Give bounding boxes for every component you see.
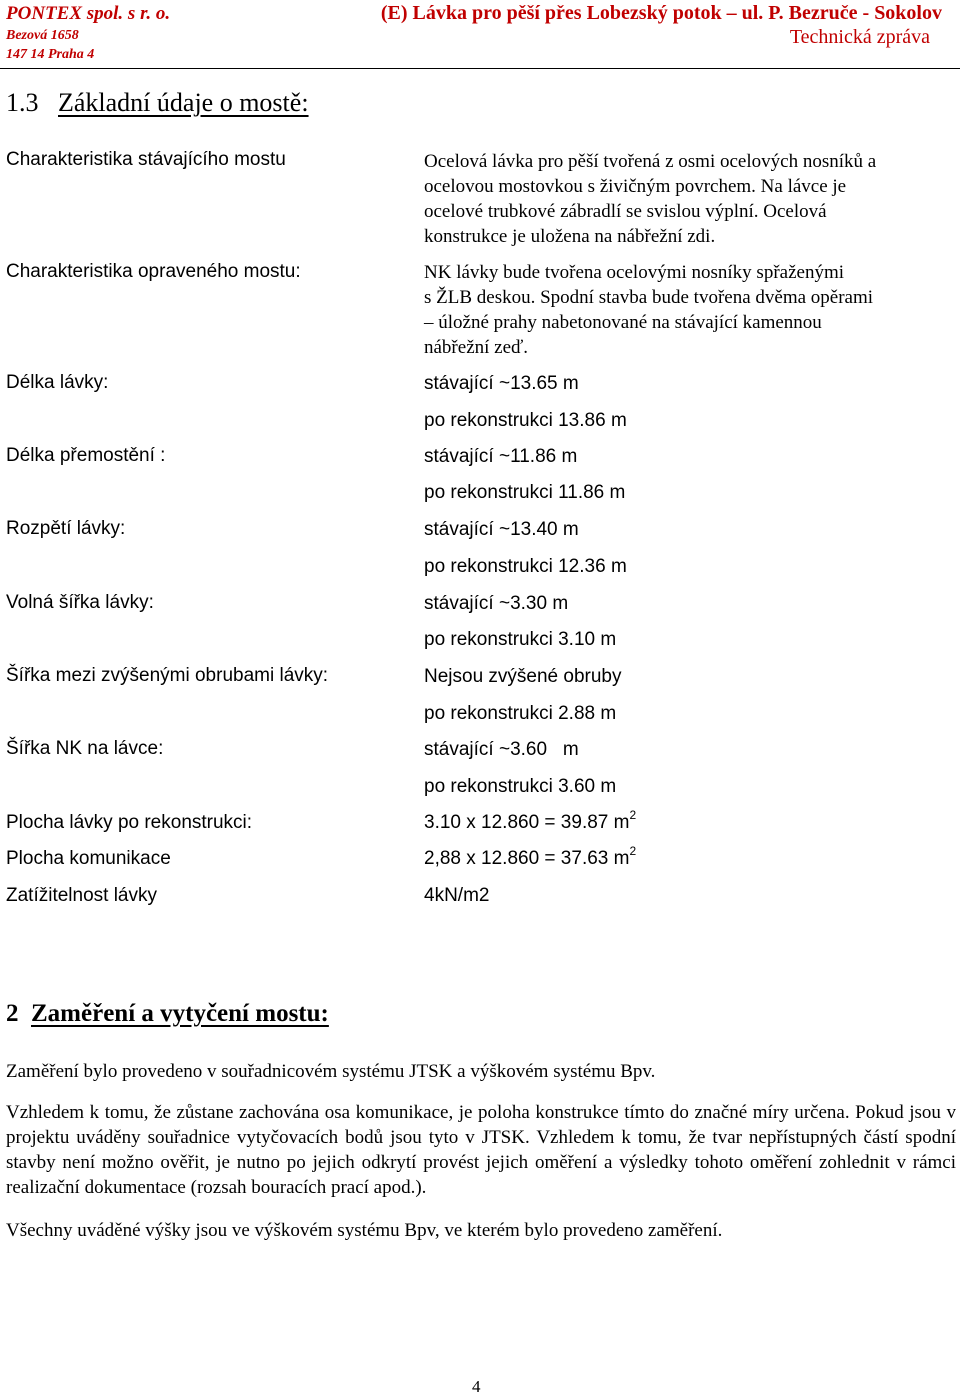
row-value-line: – úložné prahy nabetonované na stávající kamennou: [424, 312, 822, 333]
row-value-line: s ŽLB deskou. Spodní stavba bude tvořena dvěma opěrami: [424, 287, 874, 308]
row-value-line: po rekonstrukci 3.60 m: [424, 776, 617, 797]
row-value-line: stávající ~11.86 m: [424, 446, 578, 467]
area-value: [424, 844, 637, 870]
section-title: Základní údaje o mostě:: [58, 88, 309, 117]
section-number: 1.3: [6, 88, 39, 117]
row-value-line: stávající ~3.30 m: [424, 593, 569, 614]
section-heading-2: [6, 1000, 329, 1028]
area-value: 4kN/m2: [424, 885, 490, 906]
row-label: Šířka NK na lávce:: [6, 738, 164, 759]
row-value-line: ocelovou mostovkou s živičným povrchem. Na lávce je: [424, 176, 847, 197]
area-value-text: 3.10 x 12.860 = 39.87 m: [424, 812, 630, 833]
row-label: Délka lávky:: [6, 372, 109, 393]
paragraph: Vzhledem k tomu, že zůstane zachována osa komunikace, je poloha konstrukce tímto do značné míry určena. Pokud jsou v projektu uváděny souřadnice vytyčovacích bodů jsou tyto v JTSK. Vzhledem k tomu, že tvar nepřístupných částí spodní stavby není možno ověřit, je nutno po jejich odkrytí provést jejich oměření a výsledky tohoto oměření zohlednit v rámci realizační dokumentace (rozsah bouracích prací apod.).: [6, 1102, 956, 1198]
row-label: Rozpětí lávky:: [6, 518, 126, 539]
row-value-line: nábřežní zeď.: [424, 337, 529, 358]
row-value-line: ocelové trubkové zábradlí se svislou výplní. Ocelová: [424, 201, 827, 222]
row-value-line: po rekonstrukci 13.86 m: [424, 410, 627, 431]
section-heading-1-3: [6, 88, 309, 118]
row-value-line: po rekonstrukci 12.36 m: [424, 556, 627, 577]
row-label: Volná šířka lávky:: [6, 592, 154, 613]
row-value-line: Nejsou zvýšené obruby: [424, 666, 622, 687]
paragraph: Zaměření bylo provedeno v souřadnicovém systému JTSK a výškovém systému Bpv.: [6, 1061, 656, 1082]
row-value-line: stávající ~13.65 m: [424, 373, 579, 394]
area-label: Plocha lávky po rekonstrukci:: [6, 812, 253, 833]
company-name: PONTEX spol. s r. o.: [6, 3, 171, 24]
area-label: Plocha komunikace: [6, 848, 171, 869]
section-number: 2: [6, 1000, 19, 1027]
header-address: [6, 4, 170, 62]
row-label: Šířka mezi zvýšenými obrubami lávky:: [6, 665, 329, 686]
area-value-exponent: 2: [629, 844, 637, 858]
area-value: [424, 808, 637, 834]
row-value-line: stávající ~13.40 m: [424, 519, 579, 540]
company-street: Bezová 1658: [6, 28, 79, 43]
header-divider: [0, 68, 960, 69]
document-subtitle: Technická zpráva: [789, 26, 930, 48]
area-value-text: 2,88 x 12.860 = 37.63 m: [424, 848, 630, 869]
page-number: 4: [472, 1377, 481, 1396]
row-value-line: konstrukce je uložena na nábřežní zdi.: [424, 226, 716, 247]
section-title: Zaměření a vytyčení mostu:: [31, 1000, 329, 1027]
area-value-exponent: 2: [629, 808, 637, 822]
document-title: (E) Lávka pro pěší přes Lobezský potok – ul. P. Bezruče - Sokolov: [380, 2, 942, 24]
row-value-line: Ocelová lávka pro pěší tvořená z osmi ocelových nosníků a: [424, 151, 877, 172]
row-value-line: stávající ~3.60 m: [424, 739, 579, 760]
paragraph: Všechny uváděné výšky jsou ve výškovém systému Bpv, ve kterém bylo provedeno zaměření.: [6, 1220, 723, 1241]
row-label: Charakteristika opraveného mostu:: [6, 261, 301, 282]
row-label: Délka přemostění :: [6, 445, 166, 466]
row-value-line: po rekonstrukci 3.10 m: [424, 629, 617, 650]
area-label: Zatížitelnost lávky: [6, 885, 157, 906]
row-value-line: NK lávky bude tvořena ocelovými nosníky spřaženými: [424, 262, 845, 283]
row-value-line: po rekonstrukci 2.88 m: [424, 703, 617, 724]
company-city: 147 14 Praha 4: [6, 47, 95, 62]
row-label: Charakteristika stávajícího mostu: [6, 149, 286, 170]
row-value-line: po rekonstrukci 11.86 m: [424, 482, 626, 503]
